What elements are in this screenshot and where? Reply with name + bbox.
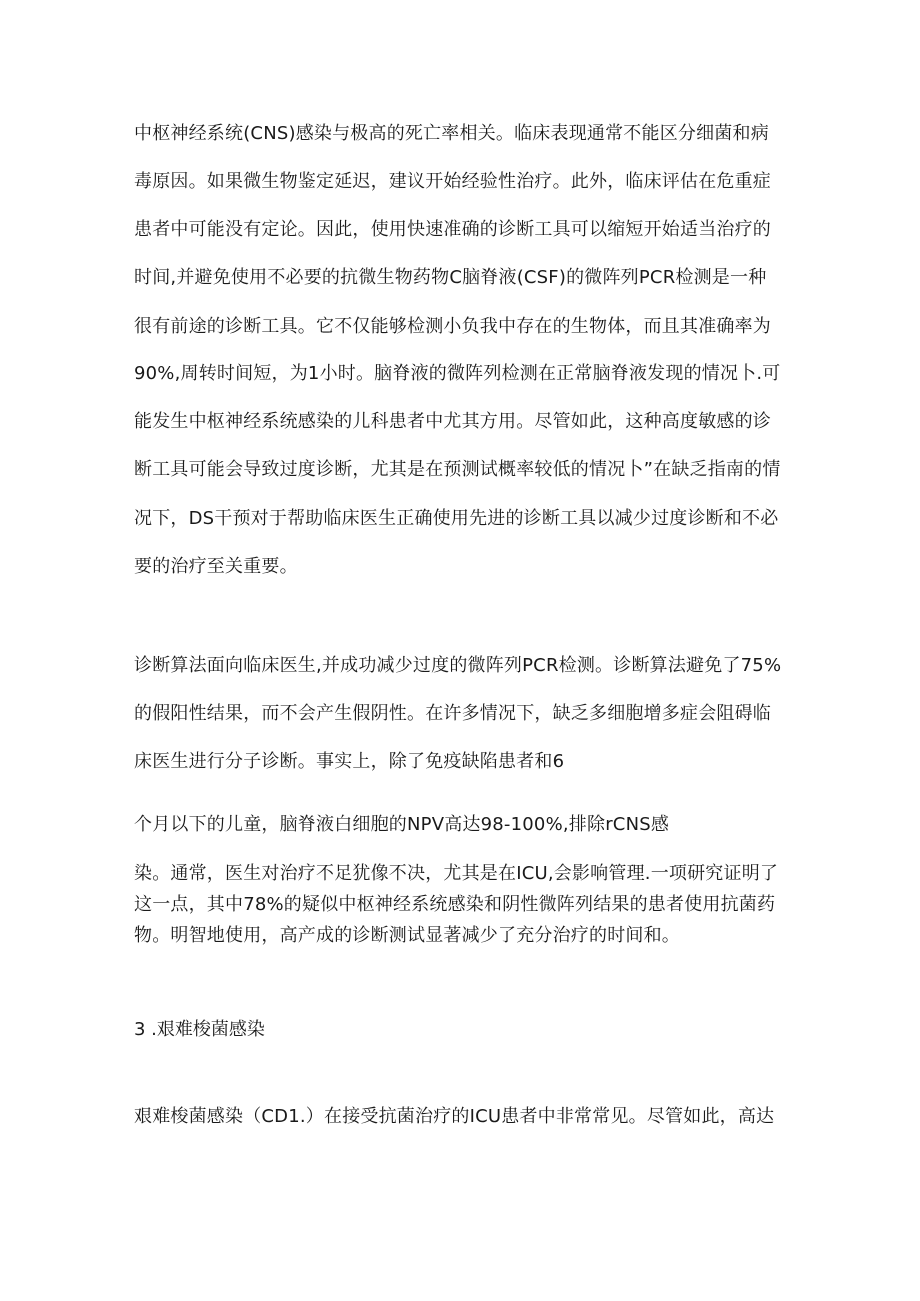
paragraph1-line-5: 很有前途的诊断工具。它不仅能够检测小负我中存在的生物体，而且其准确率为	[134, 316, 771, 337]
paragraph1-line-2: 毒原因。如果微生物鉴定延迟，建议开始经验性治疗。此外，临床评估在危重症	[134, 171, 771, 192]
paragraph1-line-9: 况下，DS干预对于帮助临床医生正确使用先进的诊断工具以减少过度诊断和不必	[134, 508, 779, 529]
paragraph4-line-3: 物。明智地使用，高产成的诊断测试显著减少了充分治疗的时间和。	[134, 925, 680, 946]
paragraph2-line-2: 的假阳性结果，而不会产生假阴性。在许多情况下，缺乏多细胞增多症会阻碍临	[134, 703, 771, 724]
section-heading: 3 .艰难梭菌感染	[134, 1019, 265, 1040]
paragraph2-line-1: 诊断算法面向临床医生,并成功减少过度的微阵列PCR检测。诊断算法避免了75%	[134, 655, 782, 676]
paragraph1-line-8: 断工具可能会导致过度诊断，尤其是在预测试概率较低的情况卜”在缺乏指南的情	[134, 459, 781, 480]
paragraph1-line-3: 患者中可能没有定论。因此，使用快速准确的诊断工具可以缩短开始适当治疗的	[134, 219, 771, 240]
paragraph2-line-3: 床医生进行分子诊断。事实上，除了免疫缺陷患者和6	[134, 751, 565, 772]
paragraph4-line-2: 这一点，其中78%的疑似中枢神经系统感染和阴性微阵列结果的患者使用抗菌药	[134, 894, 776, 915]
paragraph3-line-1: 个月以下的儿童，脑脊液白细胞的NPV高达98-100%,排除rCNS感	[134, 814, 670, 835]
paragraph1-line-4: 时间,并避免使用不必要的抗微生物药物C脑脊液(CSF)的微阵列PCR检测是一种	[134, 267, 767, 288]
paragraph5-line-1: 艰难梭菌感染（CD1.）在接受抗菌治疗的ICU患者中非常常见。尽管如此，高达	[134, 1106, 775, 1127]
paragraph1-line-6: 90%,周转时间短，为1小时。脑脊液的微阵列检测在正常脑脊液发现的情况卜.可	[134, 363, 781, 384]
paragraph1-line-1: 中枢神经系统(CNS)感染与极高的死亡率相关。临床表现通常不能区分细菌和病	[134, 123, 769, 144]
paragraph4-line-1: 染。通常，医生对治疗不足犹像不决，尤其是在ICU,会影响管理.一项研究证明了	[134, 863, 779, 884]
paragraph1-line-10: 要的治疗至关重要。	[134, 556, 298, 577]
paragraph1-line-7: 能发生中枢神经系统感染的儿科患者中尤其方用。尽管如此，这种高度敏感的诊	[134, 411, 771, 432]
